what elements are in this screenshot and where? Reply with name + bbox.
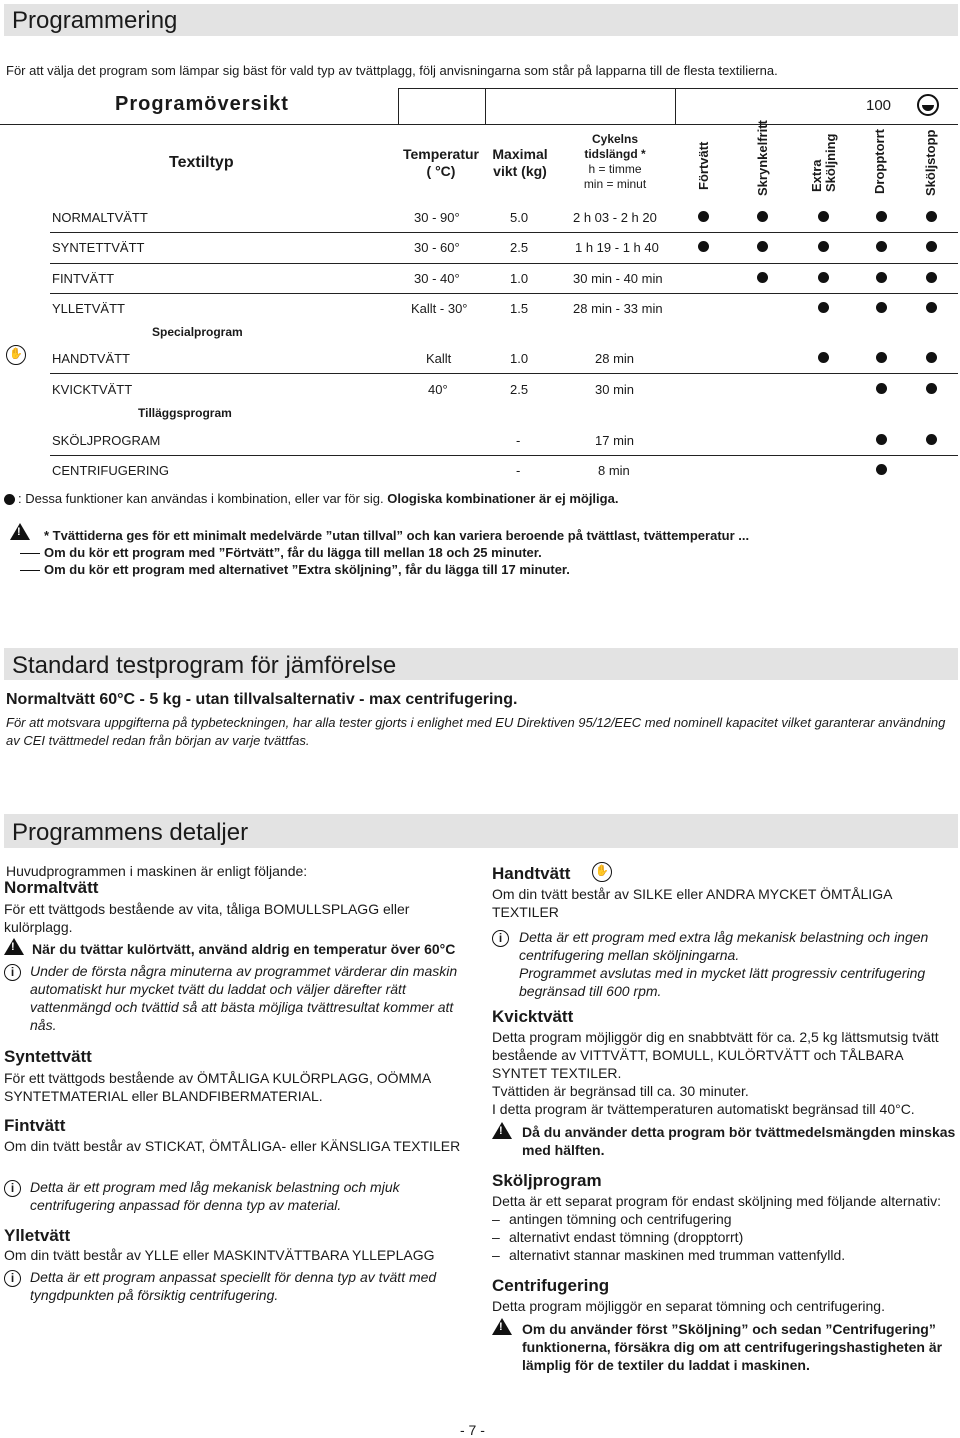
spin-icon — [917, 94, 939, 116]
fintvatt-info: Detta är ett program med låg mekanisk belastning och mjuk centrifugering anpassad för denna typ av material. — [30, 1179, 400, 1213]
option-dot-forvatt — [698, 241, 709, 252]
option-dot-extra-skoljning — [818, 352, 829, 363]
option-dot-skrynkelfritt — [757, 241, 768, 252]
section-header-detaljer — [4, 814, 958, 848]
ylletvatt-info: Detta är ett program anpassat speciellt för denna typ av tvätt med tyngdpunkten på försiktig centrifugering. — [30, 1269, 437, 1303]
table-title: Programöversikt — [115, 93, 289, 115]
option-dot-skrynkelfritt — [757, 272, 768, 283]
legend-dot — [4, 494, 15, 505]
heading-kvicktvatt: Kvicktvätt — [492, 1007, 574, 1026]
option-dot-dropptorrt — [876, 383, 887, 394]
info-icon: i — [4, 964, 21, 981]
normaltvatt-warning: När du tvättar kulörtvätt, använd aldrig en temperatur över 60°C — [32, 941, 456, 957]
warning-icon — [492, 1318, 512, 1335]
option-dot-skoljstopp — [926, 352, 937, 363]
heading-normaltvatt: Normaltvätt — [4, 878, 99, 897]
info-icon: i — [4, 1270, 21, 1287]
centrifugering-warning: Om du använder först ”Sköljning” och sedan ”Centrifugering” funktionerna, försäkra dig om att centrifugeringshastigheten är lämplig för de textiler du laddat i maskinen. — [522, 1321, 943, 1373]
option-dot-extra-skoljning — [818, 302, 829, 313]
section-header-programmering — [4, 4, 958, 36]
syntettvatt-text: För ett tvättgods bestående av ÖMTÅLIGA KULÖRPLAGG, OÖMMA SYNTETMATERIAL eller BLANDFIBERMATERIAL. — [4, 1070, 431, 1104]
option-dot-skrynkelfritt — [757, 211, 768, 222]
note-extra-skoljning: Om du kör ett program med alternativet ”Extra sköljning”, får du lägga till 17 minuter. — [44, 562, 570, 577]
option-dot-skoljstopp — [926, 211, 937, 222]
tillaggsprogram-label: Tilläggsprogram — [138, 406, 232, 420]
col-cycle-time: Cykelns tidslängd * h = timme min = minut — [583, 132, 647, 191]
intro-text: För att välja det program som lämpar sig bäst för vald typ av tvättplagg, följ anvisningarna som står på lapparna till de flesta textilierna. — [6, 63, 778, 78]
option-dot-dropptorrt — [876, 302, 887, 313]
kvicktvatt-text-1: Detta program möjliggör dig en snabbtvätt för ca. 2,5 kg lättsmutsig tvätt bestående av VITTVÄTT, BOMULL, KULÖRTVÄTT och TÅLBARA SYNTET TEXTILER. — [492, 1029, 939, 1081]
section-title: Programmens detaljer — [12, 819, 249, 846]
col-textiltyp: Textiltyp — [169, 154, 234, 171]
option-dot-skoljstopp — [926, 302, 937, 313]
skoljprogram-option: antingen tömning och centrifugering — [509, 1211, 732, 1227]
handwash-icon: ✋ — [6, 345, 26, 365]
option-dot-skoljstopp — [926, 434, 937, 445]
fintvatt-text: Om din tvätt består av STICKAT, ÖMTÅLIGA- eller KÄNSLIGA TEXTILER — [4, 1138, 461, 1154]
page-number: - 7 - — [460, 1422, 485, 1438]
kvicktvatt-text-3: I detta program är tvättemperaturen automatiskt begränsad till 40°C. — [492, 1101, 915, 1117]
skoljprogram-text: Detta är ett separat program för endast sköljning med följande alternativ: — [492, 1193, 942, 1209]
option-dot-extra-skoljning — [818, 211, 829, 222]
col-skoljstopp: Sköljstopp — [923, 129, 938, 196]
centrifugering-text: Detta program möjliggör en separat tömning och centrifugering. — [492, 1298, 885, 1314]
option-dot-skoljstopp — [926, 272, 937, 283]
kvicktvatt-warning: Då du använder detta program bör tvättmedelsmängden minskas med hälften. — [522, 1124, 956, 1158]
option-dot-dropptorrt — [876, 464, 887, 475]
section-header-standard — [4, 648, 958, 680]
kvicktvatt-text-2: Tvättiden är begränsad till ca. 30 minuter. — [492, 1083, 749, 1099]
heading-centrifugering: Centrifugering — [492, 1276, 610, 1295]
col-forvatt: Förtvätt — [696, 141, 711, 190]
standard-subtitle: Normaltvätt 60°C - 5 kg - utan tillvalsalternativ - max centrifugering. — [6, 691, 518, 708]
col-dropptorrt: Dropptorrt — [872, 129, 887, 194]
heading-fintvatt: Fintvätt — [4, 1116, 66, 1135]
skoljprogram-option: alternativt endast tömning (dropptorrt) — [509, 1229, 744, 1245]
normaltvatt-text: För ett tvättgods bestående av vita, tåliga BOMULLSPLAGG eller kulörplagg. — [4, 901, 410, 935]
legend-text: : Dessa funktioner kan användas i kombination, eller var för sig. Ologiska kombinationer är ej möjliga. — [18, 491, 619, 506]
option-dot-dropptorrt — [876, 434, 887, 445]
specialprogram-label: Specialprogram — [152, 325, 243, 339]
info-icon: i — [4, 1180, 21, 1197]
note-forvatt: Om du kör ett program med ”Förtvätt”, får du lägga till mellan 18 och 25 minuter. — [44, 545, 542, 560]
option-dot-forvatt — [698, 211, 709, 222]
skoljprogram-option: alternativt stannar maskinen med trumman vattenfylld. — [509, 1247, 846, 1263]
option-dot-dropptorrt — [876, 352, 887, 363]
handtvatt-text: Om din tvätt består av SILKE eller ANDRA MYCKET ÖMTÅLIGA TEXTILER — [492, 886, 892, 920]
option-dot-skoljstopp — [926, 383, 937, 394]
col-max-weight: Maximal vikt (kg) — [492, 146, 548, 179]
option-dot-extra-skoljning — [818, 241, 829, 252]
handwash-icon: ✋ — [592, 862, 612, 882]
option-dot-dropptorrt — [876, 211, 887, 222]
section-title: Standard testprogram för jämförelse — [12, 652, 397, 679]
heading-handtvatt: Handtvätt — [492, 864, 571, 883]
spin-speed-value: 100 — [866, 97, 892, 114]
standard-text: För att motsvara uppgifterna på typbeteckningen, har alla tester gjorts i enlighet med EU Direktiven 95/12/EEC med nominell kapacitet vilket garanterar användning av CEI tvättmedel redan från början av varje tvättfas. — [6, 715, 946, 748]
heading-syntettvatt: Syntettvätt — [4, 1047, 92, 1066]
option-dot-dropptorrt — [876, 241, 887, 252]
heading-skoljprogram: Sköljprogram — [492, 1171, 602, 1190]
option-dot-dropptorrt — [876, 272, 887, 283]
note-cycle-time: * Tvättiderna ges för ett minimalt medelvärde ”utan tillval” och kan variera beroende på tvättlast, tvättemperatur ... — [44, 528, 750, 543]
option-dot-extra-skoljning — [818, 272, 829, 283]
heading-ylletvatt: Ylletvätt — [4, 1226, 71, 1245]
col-extra-skoljning: Extra Sköljning — [809, 133, 838, 192]
warning-icon — [492, 1122, 512, 1139]
normaltvatt-info: Under de första några minuterna av programmet värderar din maskin automatiskt hur mycket tvätt du laddat och väljer därefter rätt vattenmängd och tvättid så att bästa möjliga tvättresultat kommer att nås. — [30, 963, 458, 1033]
info-icon: i — [492, 930, 509, 947]
col-temperature: Temperatur ( °C) — [403, 146, 479, 179]
ylletvatt-text: Om din tvätt består av YLLE eller MASKINTVÄTTBARA YLLEPLAGG — [4, 1247, 435, 1263]
handtvatt-info-2: Programmet avslutas med in mycket lätt progressiv centrifugering begränsad till 600 rpm. — [519, 965, 926, 999]
warning-icon — [4, 938, 24, 955]
option-dot-skoljstopp — [926, 241, 937, 252]
handtvatt-info-1: Detta är ett program med extra låg mekanisk belastning och ingen centrifugering mellan sköljningarna. — [519, 929, 929, 963]
details-intro: Huvudprogrammen i maskinen är enligt följande: — [6, 863, 308, 879]
section-title: Programmering — [12, 7, 178, 34]
col-skrynkelfritt: Skrynkelfritt — [755, 120, 770, 196]
warning-icon — [10, 523, 30, 540]
